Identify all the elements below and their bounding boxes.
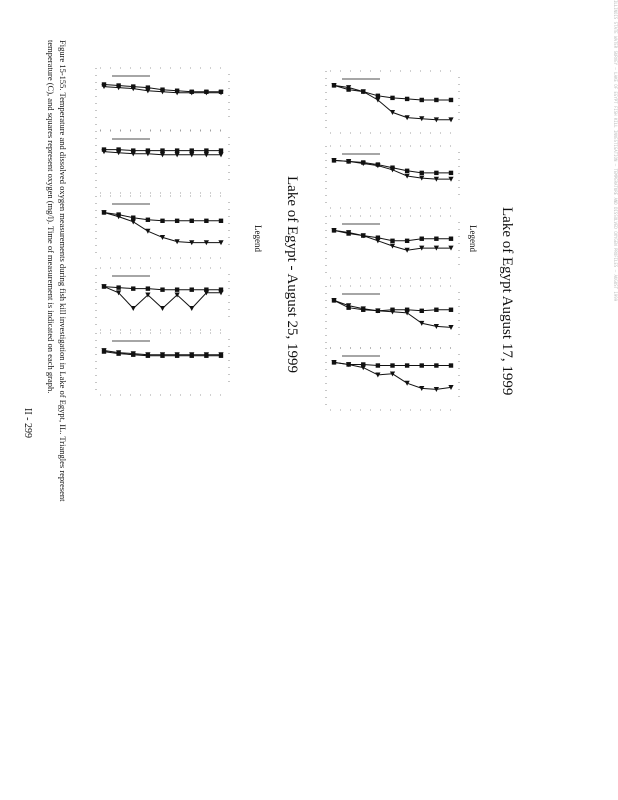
oxygen-point xyxy=(131,215,135,219)
oxygen-point xyxy=(190,148,194,152)
oxygen-point xyxy=(405,363,409,367)
oxygen-point xyxy=(175,287,179,291)
oxygen-point xyxy=(390,363,394,367)
oxygen-point xyxy=(131,286,135,290)
oxygen-point xyxy=(376,94,380,98)
oxygen-point xyxy=(405,169,409,173)
oxygen-point xyxy=(175,219,179,223)
oxygen-point xyxy=(219,219,223,223)
legend-label-aug17: Legend xyxy=(468,225,478,252)
figure-caption-line-2: temperature (C), and squares represent oxygen (mg/l). Time of measurement is indicated on each graph. xyxy=(46,40,56,394)
oxygen-point xyxy=(434,171,438,175)
temperature-point xyxy=(375,238,380,243)
chart-title-aug25: Lake of Egypt - August 25, 1999 xyxy=(284,176,300,374)
oxygen-point xyxy=(434,98,438,102)
oxygen-point xyxy=(160,148,164,152)
oxygen-point xyxy=(449,171,453,175)
chart-title-aug17: Lake of Egypt August 17, 1999 xyxy=(499,207,515,396)
oxygen-point xyxy=(146,286,150,290)
scan-edge-text: ILLINOIS STATE WATER SURVEY — LAKE OF EGYPT FISH KILL INVESTIGATION — TEMPERATURE AND DISSOLVED OXYGEN PROFILES — AUGUST 1999 xyxy=(613,0,618,302)
temperature-point xyxy=(405,381,410,386)
oxygen-point xyxy=(219,148,223,152)
oxygen-point xyxy=(434,237,438,241)
oxygen-point xyxy=(190,287,194,291)
temperature-point xyxy=(189,306,194,311)
oxygen-point xyxy=(449,363,453,367)
oxygen-point xyxy=(449,98,453,102)
oxygen-point xyxy=(434,363,438,367)
oxygen-point xyxy=(420,171,424,175)
oxygen-point xyxy=(449,237,453,241)
oxygen-point xyxy=(420,237,424,241)
oxygen-point xyxy=(405,239,409,243)
temperature-point xyxy=(145,229,150,234)
oxygen-point xyxy=(420,309,424,313)
oxygen-point xyxy=(420,98,424,102)
oxygen-point xyxy=(204,219,208,223)
oxygen-point xyxy=(434,308,438,312)
temperature-point xyxy=(131,306,136,311)
oxygen-point xyxy=(420,363,424,367)
oxygen-point xyxy=(390,96,394,100)
oxygen-point xyxy=(160,219,164,223)
page-number: II - 299 xyxy=(22,408,33,438)
oxygen-point xyxy=(204,148,208,152)
oxygen-point xyxy=(190,219,194,223)
oxygen-point xyxy=(390,239,394,243)
oxygen-point xyxy=(405,97,409,101)
figure-caption-line-1: Figure 15-155. Temperature and dissolved oxygen measurements during fish kill investigation in Lake of Egypt, IL. Triangles represent xyxy=(58,40,68,502)
oxygen-point xyxy=(116,285,120,289)
oxygen-point xyxy=(160,287,164,291)
temperature-point xyxy=(131,219,136,224)
oxygen-point xyxy=(449,308,453,312)
oxygen-point xyxy=(146,218,150,222)
oxygen-point xyxy=(175,148,179,152)
legend-label-aug25: Legend xyxy=(253,225,263,252)
temperature-point xyxy=(160,306,165,311)
oxygen-point xyxy=(376,363,380,367)
